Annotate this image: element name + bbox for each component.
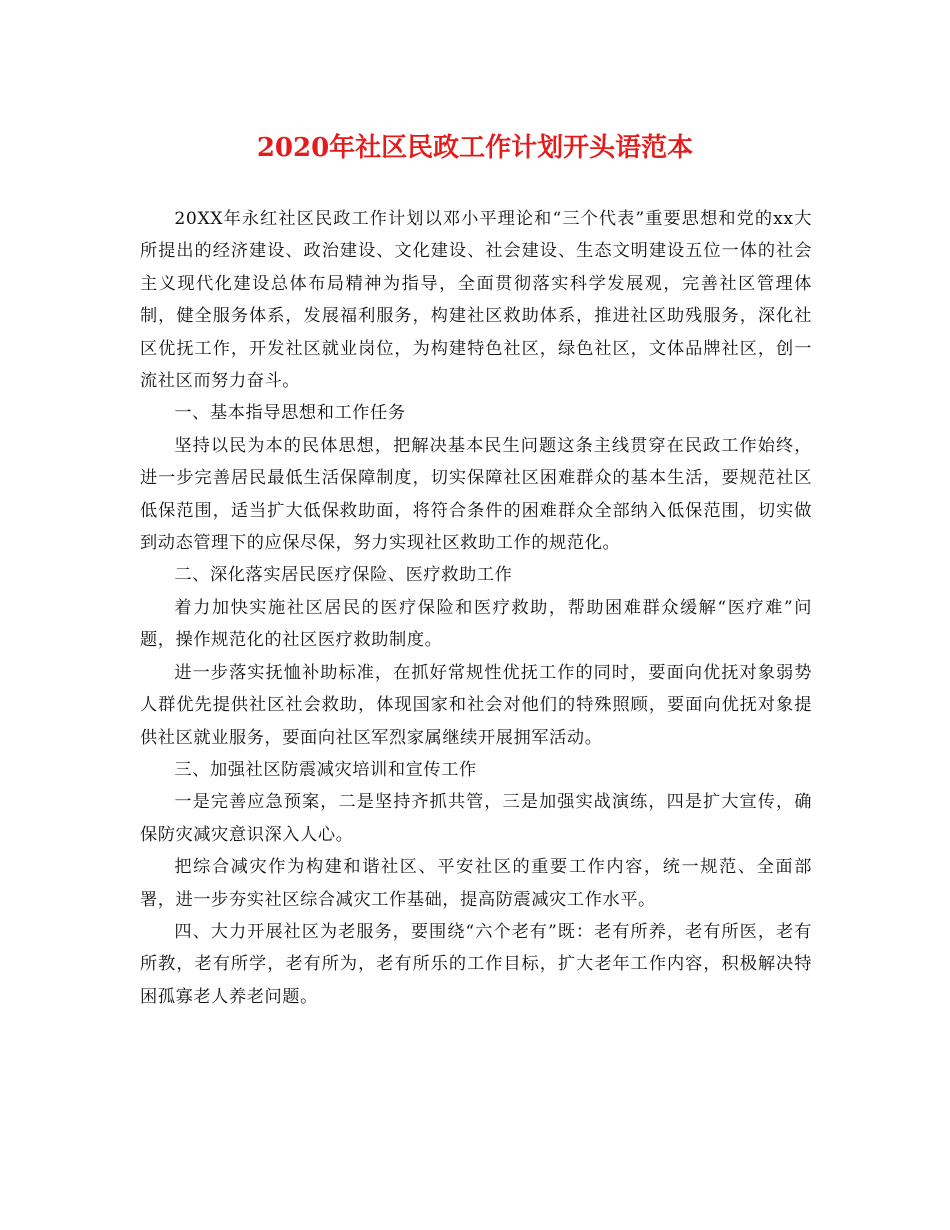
section-heading-4: 四、大力开展社区为老服务，要围绕“六个老有”既：老有所养，老有所医，老有所教，老有所学，老有所为，老有所乐的工作目标，扩大老年工作内容，积极解决特困孤寡老人养老问题。: [140, 921, 812, 1007]
document-title: 2020年社区民政工作计划开头语范本: [256, 133, 694, 163]
body-paragraph: 把综合减灾作为构建和谐社区、平安社区的重要工作内容，统一规范、全面部署，进一步夯实社区综合减灾工作基础，提高防震减灾工作水平。: [140, 857, 812, 910]
body-paragraph: 坚持以民为本的民体思想，把解决基本民生问题这条主线贯穿在民政工作始终，进一步完善居民最低生活保障制度，切实保障社区困难群众的基本生活，要规范社区低保范围，适当扩大低保救助面，将符合条件的困难群众全部纳入低保范围，切实做到动态管理下的应保尽保，努力实现社区救助工作的规范化。: [140, 435, 812, 554]
section-heading-3: 三、加强社区防震减灾培训和宣传工作: [174, 759, 477, 780]
section-heading-1: 一、基本指导思想和工作任务: [174, 403, 406, 424]
body-paragraph: 进一步落实抚恤补助标准，在抓好常规性优抚工作的同时，要面向优抚对象弱势人群优先提供社区社会救助，体现国家和社会对他们的特殊照顾，要面向优抚对象提供社区就业服务，要面向社区军烈家属继续开展拥军活动。: [140, 662, 812, 748]
body-paragraph: 着力加快实施社区居民的医疗保险和医疗救助，帮助困难群众缓解“医疗难”问题，操作规范化的社区医疗救助制度。: [140, 597, 812, 651]
section-heading-2: 二、深化落实居民医疗保险、医疗救助工作: [174, 565, 513, 586]
document-body: [140, 203, 812, 1013]
body-paragraph: 一是完善应急预案，二是坚持齐抓共管，三是加强实战演练，四是扩大宣传，确保防灾减灾意识深入人心。: [140, 792, 812, 845]
intro-paragraph: 20XX年永红社区民政工作计划以邓小平理论和“三个代表”重要思想和党的xx大所提出的经济建设、政治建设、文化建设、社会建设、生态文明建设五位一体的社会主义现代化建设总体布局精神为指导，全面贯彻落实科学发展观，完善社区管理体制，健全服务体系，发展福利服务，构建社区救助体系，推进社区助残服务，深化社区优抚工作，开发社区就业岗位，为构建特色社区，绿色社区，文体品牌社区，创一流社区而努力奋斗。: [140, 209, 812, 392]
